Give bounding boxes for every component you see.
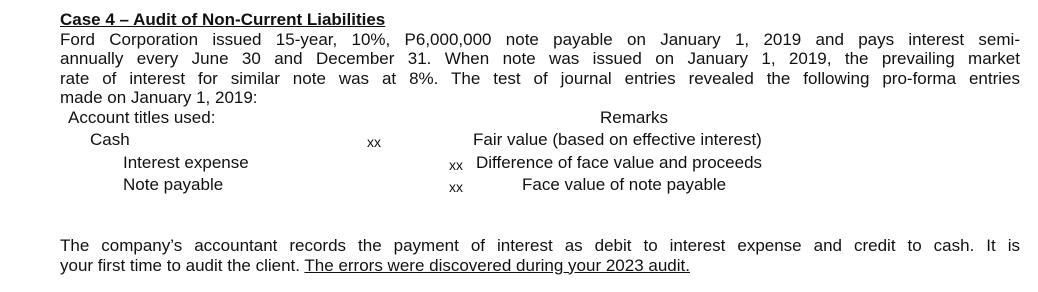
entry-remark-interest: Difference of face value and proceeds [476, 152, 763, 172]
entry-remark-note: Face value of note payable [522, 174, 727, 194]
case-paragraph [60, 30, 1020, 108]
journal-entries [60, 108, 1020, 200]
entry-amount-interest: xx [449, 156, 463, 173]
footer-line-2 [60, 256, 1020, 276]
entry-account-cash: Cash [90, 129, 130, 149]
account-titles-label: Account titles used: [68, 107, 216, 127]
entry-amount-cash: xx [367, 133, 381, 150]
entry-amount-note: xx [449, 178, 463, 195]
entry-account-interest: Interest expense [123, 152, 249, 172]
footer-underlined-text: The errors were discovered during your 2023 audit. [304, 255, 690, 275]
paragraph-line: made on January 1, 2019: [60, 88, 258, 107]
paragraph-line: annually every June 30 and December 31. When note was issued on January 1, 2019, the prevailing market [60, 49, 1020, 68]
case-heading: Case 4 – Audit of Non-Current Liabilities [60, 10, 386, 29]
paragraph-line: Ford Corporation issued 15-year, 10%, P6,000,000 note payable on January 1, 2019 and pays interest semi- [60, 29, 1020, 49]
paragraph-line: rate of interest for similar note was at 8%. The test of journal entries revealed the following pro-forma entries [60, 68, 1020, 88]
entry-remark-cash: Fair value (based on effective interest) [473, 129, 762, 149]
remarks-label: Remarks [600, 107, 669, 127]
footer-text: your first time to audit the client. [60, 255, 305, 275]
entry-account-note: Note payable [123, 174, 224, 194]
case-footer [60, 236, 1020, 275]
case-document [60, 10, 1020, 200]
footer-line: The company’s accountant records the payment of interest as debit to interest expense and credit to cash. It is [60, 236, 1020, 255]
